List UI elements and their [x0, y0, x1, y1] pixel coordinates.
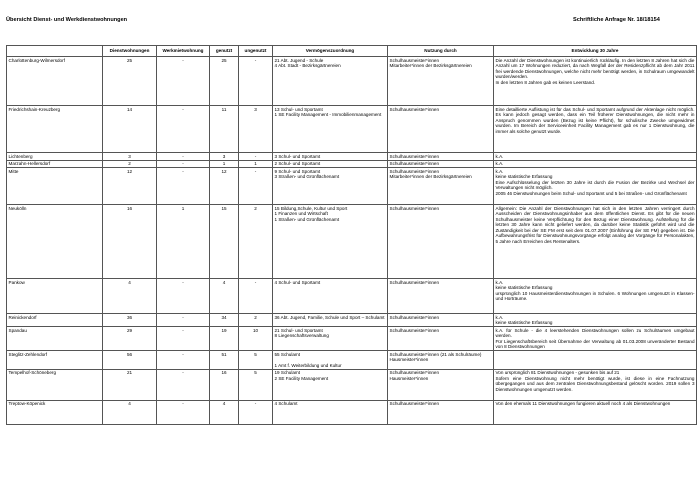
vermoegen-cell [273, 106, 388, 153]
entwicklung-cell-line: k.A. [495, 314, 504, 320]
entwicklung-cell-line: Von ursprünglich 81 Dienstwohnungen - gesunken bis auf 21 [495, 370, 620, 375]
table-row [7, 106, 697, 153]
column-header [7, 46, 103, 57]
entwicklung-cell-line: Eine detaillierte Auflistung ist für das Schul- und Sportamt aufgrund der Aktenlage nicht möglich. Es kann jedoch gesagt werden, dass ein Teil früherer Dienstwohnungen, die nicht mehr in Anspruch genommen wurden (Bezug ist keine Pflicht), für schulische Zwecke umgewidmet wurden. Im Bereich der Serviceeinheit Facility Management gab es nur 1 Dienstwohnung, die immer als solche genutzt wurde. [495, 106, 695, 134]
nutzung-cell-line: Schulhausmeister*innen [389, 401, 440, 406]
nutzung-cell-line: Mitarbeiter*innen der Bezirksgärtnereien [389, 63, 472, 68]
genutzt-cell: 25 [210, 57, 239, 106]
entwicklung-cell [494, 153, 697, 161]
nutzung-cell [388, 400, 494, 424]
entwicklung-cell [494, 57, 697, 106]
entwicklung-cell-line [496, 352, 695, 358]
werkmietwohnung-cell: - [157, 153, 210, 161]
genutzt-cell: 11 [210, 106, 239, 153]
werkmietwohnung-cell: - [157, 57, 210, 106]
vermoegen-cell [273, 153, 388, 161]
nutzung-cell [388, 351, 494, 370]
district-cell: Friedrichshain-Kreuzberg [7, 106, 103, 153]
nutzung-cell-line: Schulhausmeister*innen [389, 106, 440, 112]
entwicklung-cell-line: Von den ehemals 11 Dienstwohnungen fungieren aktuell noch 4 als Dienstwohnungen [495, 401, 671, 406]
nutzung-cell-line: Schulhausmeister*innen [389, 327, 440, 333]
vermoegen-cell-line: 36 Abt. Jugend, Familie, Schule und Sport – Schulamt [274, 314, 385, 320]
entwicklung-cell-line: Die Anzahl der Dienstwohnungen ist kontinuierlich rückläufig. In den letzten 8 Jahren hat sich die Anzahl um 17 Wohnungen reduziert, da nach Wegfall der der Residenzpflicht ab dem Jahr 2011 frei werdende Dienstwohnungen, welche nicht mehr benötigt werden, in Schulraum umgewandelt wurden/werden. [495, 57, 695, 79]
ungenutzt-cell: - [239, 153, 273, 161]
werkmietwohnung-cell: - [157, 106, 210, 153]
genutzt-cell: 15 [210, 205, 239, 279]
entwicklung-cell-line: Sofern eine Dienstwohnung nicht mehr benötigt wurde, ist diese in eine Fachnutzung übergegangen und aus dem zentralen Dienstwohnungsbestand gelöscht worden. 2019 sollen 3 Dienstwohnungen umgenutzt werden. [495, 375, 695, 392]
entwicklung-cell-line: Für Liegenschaftsbereich seit Übernahme der Verwaltung ab 01.03.2008 unveränderter Bestand von 8 Dienstwohnungen [495, 338, 695, 349]
district-cell: Lichtenberg [7, 153, 103, 161]
dienstwohnungen-cell: 25 [103, 57, 157, 106]
nutzung-cell [388, 369, 494, 400]
vermoegen-cell-line: 19 Schulamt [274, 370, 301, 375]
vermoegen-cell-line: 21 Schul- und Sportamt [274, 327, 323, 333]
entwicklung-cell-line: keine statistische Erfassung [495, 174, 553, 179]
district-cell: Spandau [7, 327, 103, 351]
nutzung-cell-line: Schulhausmeister*innen [389, 161, 440, 166]
apartments-table [6, 45, 697, 425]
table-row [7, 168, 697, 205]
entwicklung-cell [494, 160, 697, 168]
entwicklung-cell-line: Allgemein: Die Anzahl der Dienstwohnungen hat sich in den letzten Jahren verringert durch Ausscheiden der Dienstwohnungsinhaber aus dem öffentlichen Dienst. Es gibt für die neuen Schulhausmeister keine Verpflichtung für den Bezug einer Dienstwohnung. Aufstellung für die letzten 30 Jahre kann nicht geliefert werden, da darüber keine Statistik geführt wird und die Zuständigkeit bei der SE FM erst seit dem 01.07.2007 (Einführung der SE FM) gegeben ist. Die Aufbewahrungsfrist für Dienstwohnungsvorgänge erfolgt analog der Vorgänge für Personalakten, 5 Jahre nach Erreichen des Rentenalters. [495, 205, 695, 244]
district-cell: Marzahn-Hellersdorf [7, 160, 103, 168]
table-row [7, 351, 697, 370]
ungenutzt-cell: - [239, 279, 273, 314]
vermoegen-cell-line: 4 Abt. Stadt - Bezirksgärtnereien [274, 63, 341, 68]
vermoegen-cell-line: 3 Straßen- und Grünflächenamt [274, 174, 340, 179]
nutzung-cell [388, 106, 494, 153]
table-row [7, 327, 697, 351]
vermoegen-cell [273, 279, 388, 314]
district-cell: Mitte [7, 168, 103, 205]
ungenutzt-cell: 2 [239, 205, 273, 279]
genutzt-cell: 3 [210, 153, 239, 161]
vermoegen-cell [273, 160, 388, 168]
nutzung-cell [388, 279, 494, 314]
vermoegen-cell-line: 1 Finanzen und Wirtschaft [274, 211, 328, 216]
table-row [7, 369, 697, 400]
entwicklung-cell-line: k.A. [495, 153, 504, 159]
entwicklung-cell-line: keine statistische Erfassung [495, 285, 553, 290]
ungenutzt-cell: 5 [239, 351, 273, 370]
nutzung-cell-line: Hausmeister*innen [389, 375, 429, 381]
column-header: Werkmietwohnung [157, 46, 210, 57]
vermoegen-cell [273, 168, 388, 205]
vermoegen-cell [273, 205, 388, 279]
column-header: Dienstwohnungen [103, 46, 157, 57]
nutzung-cell-line: Schulhausmeister*innen [389, 370, 440, 375]
district-cell: Tempelhof-Schöneberg [7, 369, 103, 400]
entwicklung-cell [494, 400, 697, 424]
nutzung-cell [388, 153, 494, 161]
entwicklung-cell-line: k.A. [495, 279, 504, 285]
dienstwohnungen-cell: 2 [103, 160, 157, 168]
dienstwohnungen-cell: 16 [103, 205, 157, 279]
genutzt-cell: 4 [210, 279, 239, 314]
nutzung-cell-line: Schulhausmeister*innen [389, 205, 440, 211]
entwicklung-cell [494, 369, 697, 400]
dienstwohnungen-cell: 36 [103, 314, 157, 327]
page-title: Übersicht Dienst- und Werkdienstwohnungen [6, 17, 128, 23]
nutzung-cell [388, 327, 494, 351]
vermoegen-cell [273, 400, 388, 424]
nutzung-cell-line: Schulhausmeister*innen (21 als Schulräume) [389, 351, 482, 357]
ungenutzt-cell: 5 [239, 369, 273, 400]
table-row [7, 160, 697, 168]
nutzung-cell-line: Mitarbeiter*innen der Bezirksgärtnereien [389, 174, 472, 179]
vermoegen-cell-line: 13 Schul- und Sportamt [274, 106, 323, 112]
dienstwohnungen-cell: 12 [103, 168, 157, 205]
entwicklung-cell [494, 351, 697, 370]
werkmietwohnung-cell: - [157, 168, 210, 205]
nutzung-cell-line: Schulhausmeister*innen [389, 279, 440, 285]
table-row [7, 205, 697, 279]
district-cell: Reinickendorf [7, 314, 103, 327]
nutzung-cell [388, 168, 494, 205]
table-header-row [7, 46, 697, 57]
genutzt-cell: 12 [210, 168, 239, 205]
werkmietwohnung-cell: - [157, 314, 210, 327]
nutzung-cell-line: Schulhausmeister*innen [389, 168, 440, 174]
entwicklung-cell-line: Eine Aufschlüsselung der letzten 30 Jahre ist durch die Fusion der Bezirke und Wechsel der Verwaltungen nicht möglich. [495, 179, 695, 190]
werkmietwohnung-cell: - [157, 279, 210, 314]
ungenutzt-cell: - [239, 400, 273, 424]
nutzung-cell-line: Schulhausmeister*innen [389, 153, 440, 159]
ungenutzt-cell: 3 [239, 106, 273, 153]
vermoegen-cell [273, 351, 388, 370]
vermoegen-cell-line: 8 Liegenschaftsverwaltung [274, 333, 329, 338]
entwicklung-cell-line: keine statistische Erfassung [495, 320, 553, 325]
dienstwohnungen-cell: 56 [103, 351, 157, 370]
column-header: Nutzung durch [388, 46, 494, 57]
vermoegen-cell-line: 9 Schul- und Sportamt [274, 168, 321, 174]
district-cell: Treptow-Köpenick [7, 400, 103, 424]
district-cell: Pankow [7, 279, 103, 314]
reference-number: Schriftliche Anfrage Nr. 18/18154 [573, 17, 660, 23]
genutzt-cell: 19 [210, 327, 239, 351]
vermoegen-cell-line: 1 SE Facility Management - Immobilienmanagement [274, 112, 382, 117]
vermoegen-cell-line: 21 Abt. Jugend - Schule [274, 57, 324, 63]
nutzung-cell [388, 160, 494, 168]
entwicklung-cell [494, 205, 697, 279]
table-row [7, 279, 697, 314]
werkmietwohnung-cell: - [157, 160, 210, 168]
entwicklung-cell-line: k.A. [495, 161, 504, 166]
column-header: Vermögenszuordnung [273, 46, 388, 57]
vermoegen-cell-line: 15 Bildung,Schule, Kultur und Sport [274, 205, 348, 211]
column-header: ungenutzt [239, 46, 273, 57]
entwicklung-cell-line: ursprünglich 10 Hausmeisterdienstwohnungen in Schulen. 6 Wohnungen umgenutzt in Klassen- und Horträume. [495, 290, 695, 301]
genutzt-cell: 51 [210, 351, 239, 370]
table-row [7, 57, 697, 106]
vermoegen-cell-line: 55 Schulamt [274, 351, 301, 357]
genutzt-cell: 16 [210, 369, 239, 400]
genutzt-cell: 34 [210, 314, 239, 327]
dienstwohnungen-cell: 14 [103, 106, 157, 153]
vermoegen-cell-line: 4 Schulamt [274, 401, 298, 406]
nutzung-cell [388, 205, 494, 279]
ungenutzt-cell: 10 [239, 327, 273, 351]
entwicklung-cell [494, 327, 697, 351]
table-row [7, 400, 697, 424]
dienstwohnungen-cell: 29 [103, 327, 157, 351]
nutzung-cell [388, 314, 494, 327]
werkmietwohnung-cell: - [157, 369, 210, 400]
entwicklung-cell [494, 314, 697, 327]
nutzung-cell [388, 57, 494, 106]
dienstwohnungen-cell: 4 [103, 279, 157, 314]
vermoegen-cell-line: 2 SE Facility Management [274, 375, 329, 381]
vermoegen-cell [273, 314, 388, 327]
ungenutzt-cell: 2 [239, 314, 273, 327]
entwicklung-cell-line: k.A. [495, 168, 504, 174]
vermoegen-cell-line: 1 Straßen- und Grünflächenamt [274, 216, 340, 222]
ungenutzt-cell: - [239, 168, 273, 205]
entwicklung-cell-line: 2005 46 Dienstwohnungen beim Schul- und Sportamt und 5 bei Straßen- und Grünflächenamt [495, 190, 687, 196]
entwicklung-cell [494, 279, 697, 314]
district-cell: Neukölln [7, 205, 103, 279]
werkmietwohnung-cell: - [157, 400, 210, 424]
genutzt-cell: 1 [210, 160, 239, 168]
entwicklung-cell-line: In den letzten 8 Jahren gab es keinen Leerstand. [495, 79, 596, 85]
ungenutzt-cell: - [239, 57, 273, 106]
nutzung-cell-line: Schulhausmeister*innen [389, 314, 440, 320]
vermoegen-cell-line: 4 Schul- und Sportamt [274, 279, 321, 285]
table-row [7, 314, 697, 327]
entwicklung-cell [494, 168, 697, 205]
dienstwohnungen-cell: 3 [103, 153, 157, 161]
column-header: genutzt [210, 46, 239, 57]
nutzung-cell-line: Schulhausmeister*innen [389, 57, 440, 63]
werkmietwohnung-cell: 1 [157, 205, 210, 279]
dienstwohnungen-cell: 21 [103, 369, 157, 400]
vermoegen-cell-line: 2 Schul- und Sportamt [274, 161, 321, 166]
ungenutzt-cell: 1 [239, 160, 273, 168]
nutzung-cell-line: Hausmeister*innen [389, 357, 429, 362]
district-cell: Charlottenburg-Wilmersdorf [7, 57, 103, 106]
werkmietwohnung-cell: - [157, 327, 210, 351]
genutzt-cell: 4 [210, 400, 239, 424]
werkmietwohnung-cell: - [157, 351, 210, 370]
district-cell: Steglitz-Zehlendorf [7, 351, 103, 370]
vermoegen-cell-line: 3 Schul- und Sportamt [274, 153, 321, 159]
column-header: Entwicklung 30 Jahre [494, 46, 697, 57]
vermoegen-cell [273, 327, 388, 351]
vermoegen-cell-line: 1 Amt f. Weiterbildung und Kultur [274, 362, 342, 368]
dienstwohnungen-cell: 4 [103, 400, 157, 424]
table-row [7, 153, 697, 161]
vermoegen-cell [273, 369, 388, 400]
entwicklung-cell-line: k.A. für Schule - die 4 leerstehenden Dienstwohnungen sollen zu Schulräumen umgebaut werden. [495, 327, 695, 338]
entwicklung-cell [494, 106, 697, 153]
vermoegen-cell [273, 57, 388, 106]
